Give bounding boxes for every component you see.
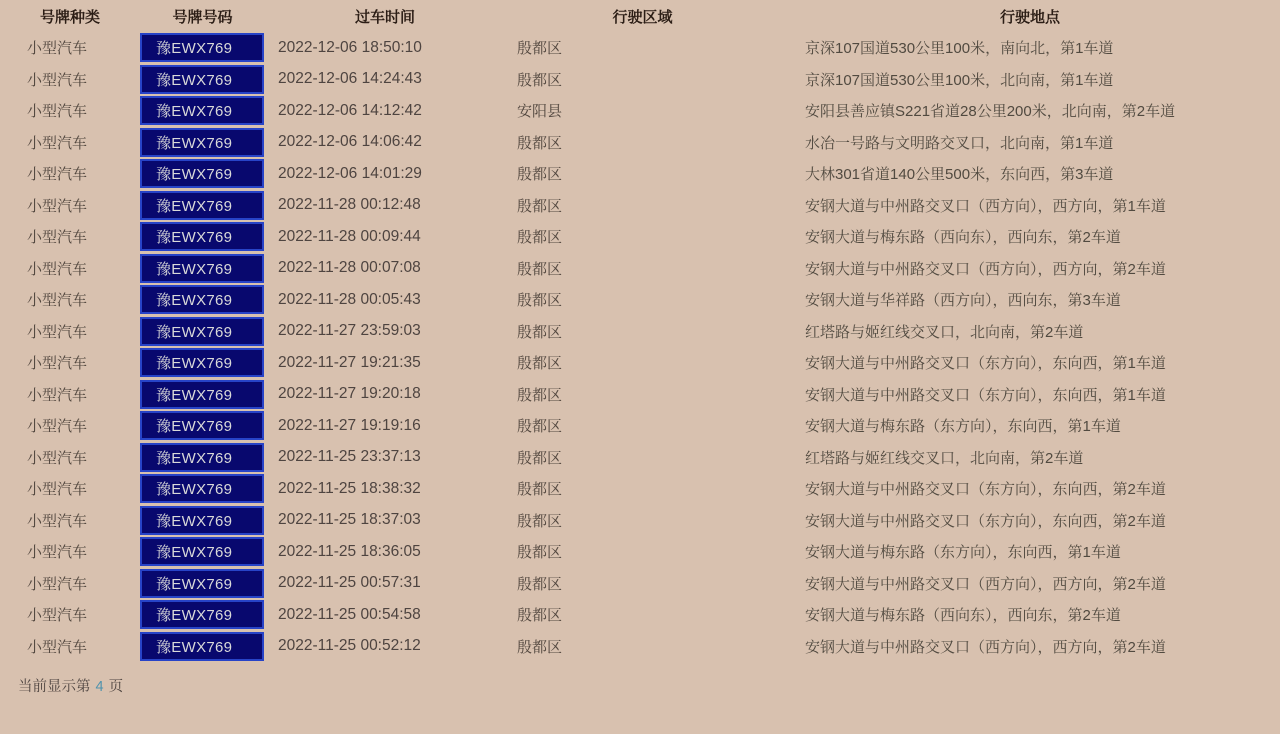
- location-cell: 安钢大道与中州路交叉口（西方向），西方向，第2车道: [805, 260, 1166, 278]
- vehicle-type-cell: 小型汽车: [27, 134, 88, 152]
- location-cell: 安钢大道与中州路交叉口（东方向），东向西，第2车道: [805, 481, 1166, 499]
- column-header-plate-number: 号牌号码: [172, 8, 233, 26]
- pass-time-cell: 2022-11-28 00:09:44: [278, 227, 421, 245]
- pagination-status: [0, 675, 1280, 696]
- pass-time-cell: 2022-11-25 18:36:05: [278, 542, 421, 560]
- table-body: [0, 32, 1280, 662]
- table-row: [0, 347, 1280, 379]
- plate-number-badge: 豫EWX769: [140, 537, 264, 566]
- region-cell: 殷都区: [517, 575, 563, 593]
- plate-number-cell: [140, 158, 265, 190]
- pass-time-cell: 2022-11-27 19:21:35: [278, 353, 421, 371]
- vehicle-type-cell: 小型汽车: [27, 386, 88, 404]
- table-row: [0, 316, 1280, 348]
- pass-time-cell: 2022-12-06 14:01:29: [278, 164, 422, 182]
- pass-time-cell: 2022-11-28 00:12:48: [278, 196, 421, 214]
- column-header-pass-time: 过车时间: [354, 8, 415, 26]
- vehicle-type-cell: 小型汽车: [27, 512, 88, 530]
- region-cell: 殷都区: [517, 323, 563, 341]
- region-cell: 殷都区: [517, 607, 563, 625]
- plate-number-badge: 豫EWX769: [140, 128, 264, 157]
- region-cell: 殷都区: [517, 638, 563, 656]
- region-cell: 殷都区: [517, 229, 563, 247]
- location-cell: 水冶一号路与文明路交叉口，北向南，第1车道: [805, 134, 1114, 152]
- vehicle-type-cell: 小型汽车: [27, 481, 88, 499]
- plate-number-cell: [140, 95, 265, 127]
- table-row: [0, 64, 1280, 96]
- pass-time-cell: 2022-11-25 00:52:12: [278, 637, 421, 655]
- location-cell: 安钢大道与梅东路（东方向），东向西，第1车道: [805, 418, 1121, 436]
- plate-number-badge: 豫EWX769: [140, 474, 264, 503]
- plate-number-cell: [140, 536, 265, 568]
- table-row: [0, 505, 1280, 537]
- plate-number-cell: [140, 410, 265, 442]
- table-row: [0, 284, 1280, 316]
- plate-number-badge: 豫EWX769: [140, 380, 264, 409]
- plate-number-cell: [140, 253, 265, 285]
- location-cell: 安钢大道与中州路交叉口（东方向），东向西，第1车道: [805, 355, 1166, 373]
- plate-number-cell: [140, 599, 265, 631]
- pass-time-cell: 2022-12-06 14:24:43: [278, 70, 422, 88]
- vehicle-type-cell: 小型汽车: [27, 638, 88, 656]
- plate-number-badge: 豫EWX769: [140, 33, 264, 62]
- pass-time-cell: 2022-11-27 19:19:16: [278, 416, 421, 434]
- region-cell: 殷都区: [517, 355, 563, 373]
- table-header-row: [0, 0, 1280, 32]
- table-row: [0, 221, 1280, 253]
- region-cell: 殷都区: [517, 292, 563, 310]
- pass-time-cell: 2022-12-06 18:50:10: [278, 38, 422, 56]
- plate-number-cell: [140, 347, 265, 379]
- vehicle-type-cell: 小型汽车: [27, 166, 88, 184]
- table-row: [0, 536, 1280, 568]
- location-cell: 安阳县善应镇S221省道28公里200米，北向南，第2车道: [805, 103, 1176, 121]
- region-cell: 殷都区: [517, 418, 563, 436]
- location-cell: 安钢大道与中州路交叉口（东方向），东向西，第2车道: [805, 512, 1166, 530]
- plate-number-badge: 豫EWX769: [140, 506, 264, 535]
- vehicle-type-cell: 小型汽车: [27, 544, 88, 562]
- plate-number-cell: [140, 631, 265, 663]
- column-header-plate-type: 号牌种类: [39, 8, 100, 26]
- region-cell: 安阳县: [517, 103, 563, 121]
- pass-time-cell: 2022-11-25 18:38:32: [278, 479, 421, 497]
- table-row: [0, 127, 1280, 159]
- column-header-region: 行驶区域: [612, 8, 673, 26]
- pass-time-cell: 2022-11-27 23:59:03: [278, 322, 421, 340]
- table-row: [0, 568, 1280, 600]
- plate-number-badge: 豫EWX769: [140, 65, 264, 94]
- table-row: [0, 190, 1280, 222]
- pass-time-cell: 2022-11-25 18:37:03: [278, 511, 421, 529]
- vehicle-type-cell: 小型汽车: [27, 449, 88, 467]
- location-cell: 红塔路与姬红线交叉口，北向南，第2车道: [805, 323, 1084, 341]
- table-row: [0, 253, 1280, 285]
- plate-number-cell: [140, 284, 265, 316]
- plate-number-cell: [140, 127, 265, 159]
- plate-number-badge: 豫EWX769: [140, 632, 264, 661]
- plate-number-badge: 豫EWX769: [140, 222, 264, 251]
- pass-time-cell: 2022-11-25 23:37:13: [278, 448, 421, 466]
- vehicle-type-cell: 小型汽车: [27, 575, 88, 593]
- vehicle-type-cell: 小型汽车: [27, 260, 88, 278]
- pass-time-cell: 2022-11-25 00:54:58: [278, 605, 421, 623]
- table-row: [0, 158, 1280, 190]
- pagination-prefix: 当前显示第: [18, 679, 91, 695]
- location-cell: 安钢大道与中州路交叉口（西方向），西方向，第1车道: [805, 197, 1166, 215]
- plate-number-badge: 豫EWX769: [140, 159, 264, 188]
- region-cell: 殷都区: [517, 481, 563, 499]
- pass-time-cell: 2022-11-28 00:05:43: [278, 290, 421, 308]
- vehicle-type-cell: 小型汽车: [27, 229, 88, 247]
- location-cell: 安钢大道与梅东路（东方向），东向西，第1车道: [805, 544, 1121, 562]
- region-cell: 殷都区: [517, 134, 563, 152]
- plate-number-badge: 豫EWX769: [140, 317, 264, 346]
- table-row: [0, 442, 1280, 474]
- region-cell: 殷都区: [517, 386, 563, 404]
- location-cell: 安钢大道与中州路交叉口（东方向），东向西，第1车道: [805, 386, 1166, 404]
- location-cell: 京深107国道530公里100米，北向南，第1车道: [805, 71, 1114, 89]
- plate-number-badge: 豫EWX769: [140, 600, 264, 629]
- region-cell: 殷都区: [517, 512, 563, 530]
- region-cell: 殷都区: [517, 166, 563, 184]
- location-cell: 京深107国道530公里100米，南向北，第1车道: [805, 40, 1114, 58]
- vehicle-type-cell: 小型汽车: [27, 607, 88, 625]
- pass-time-cell: 2022-11-28 00:07:08: [278, 259, 421, 277]
- plate-number-cell: [140, 568, 265, 600]
- current-page-number: 4: [95, 679, 104, 695]
- vehicle-type-cell: 小型汽车: [27, 292, 88, 310]
- plate-number-badge: 豫EWX769: [140, 348, 264, 377]
- plate-number-badge: 豫EWX769: [140, 411, 264, 440]
- region-cell: 殷都区: [517, 544, 563, 562]
- plate-number-badge: 豫EWX769: [140, 191, 264, 220]
- location-cell: 安钢大道与华祥路（西方向），西向东，第3车道: [805, 292, 1121, 310]
- vehicle-type-cell: 小型汽车: [27, 103, 88, 121]
- table-row: [0, 95, 1280, 127]
- plate-number-badge: 豫EWX769: [140, 443, 264, 472]
- table-row: [0, 379, 1280, 411]
- table-row: [0, 599, 1280, 631]
- location-cell: 红塔路与姬红线交叉口，北向南，第2车道: [805, 449, 1084, 467]
- location-cell: 安钢大道与中州路交叉口（西方向），西方向，第2车道: [805, 575, 1166, 593]
- table-row: [0, 32, 1280, 64]
- pass-time-cell: 2022-12-06 14:06:42: [278, 133, 422, 151]
- plate-number-cell: [140, 316, 265, 348]
- plate-number-cell: [140, 190, 265, 222]
- plate-number-cell: [140, 379, 265, 411]
- plate-number-cell: [140, 64, 265, 96]
- vehicle-type-cell: 小型汽车: [27, 355, 88, 373]
- vehicle-type-cell: 小型汽车: [27, 418, 88, 436]
- column-header-location: 行驶地点: [999, 8, 1060, 26]
- plate-number-cell: [140, 505, 265, 537]
- region-cell: 殷都区: [517, 71, 563, 89]
- vehicle-type-cell: 小型汽车: [27, 40, 88, 58]
- pass-time-cell: 2022-11-25 00:57:31: [278, 574, 421, 592]
- plate-number-badge: 豫EWX769: [140, 569, 264, 598]
- plate-number-badge: 豫EWX769: [140, 96, 264, 125]
- pass-time-cell: 2022-12-06 14:12:42: [278, 101, 422, 119]
- location-cell: 安钢大道与中州路交叉口（西方向），西方向，第2车道: [805, 638, 1166, 656]
- location-cell: 安钢大道与梅东路（西向东），西向东，第2车道: [805, 229, 1121, 247]
- pass-time-cell: 2022-11-27 19:20:18: [278, 385, 421, 403]
- plate-number-badge: 豫EWX769: [140, 285, 264, 314]
- plate-number-cell: [140, 442, 265, 474]
- region-cell: 殷都区: [517, 40, 563, 58]
- table-row: [0, 473, 1280, 505]
- region-cell: 殷都区: [517, 449, 563, 467]
- plate-number-badge: 豫EWX769: [140, 254, 264, 283]
- region-cell: 殷都区: [517, 197, 563, 215]
- plate-number-cell: [140, 473, 265, 505]
- vehicle-type-cell: 小型汽车: [27, 323, 88, 341]
- location-cell: 大林301省道140公里500米，东向西，第3车道: [805, 166, 1114, 184]
- pagination-suffix: 页: [108, 679, 124, 695]
- plate-number-cell: [140, 221, 265, 253]
- table-row: [0, 631, 1280, 663]
- region-cell: 殷都区: [517, 260, 563, 278]
- vehicle-type-cell: 小型汽车: [27, 71, 88, 89]
- location-cell: 安钢大道与梅东路（西向东），西向东，第2车道: [805, 607, 1121, 625]
- plate-number-cell: [140, 32, 265, 64]
- vehicle-type-cell: 小型汽车: [27, 197, 88, 215]
- table-row: [0, 410, 1280, 442]
